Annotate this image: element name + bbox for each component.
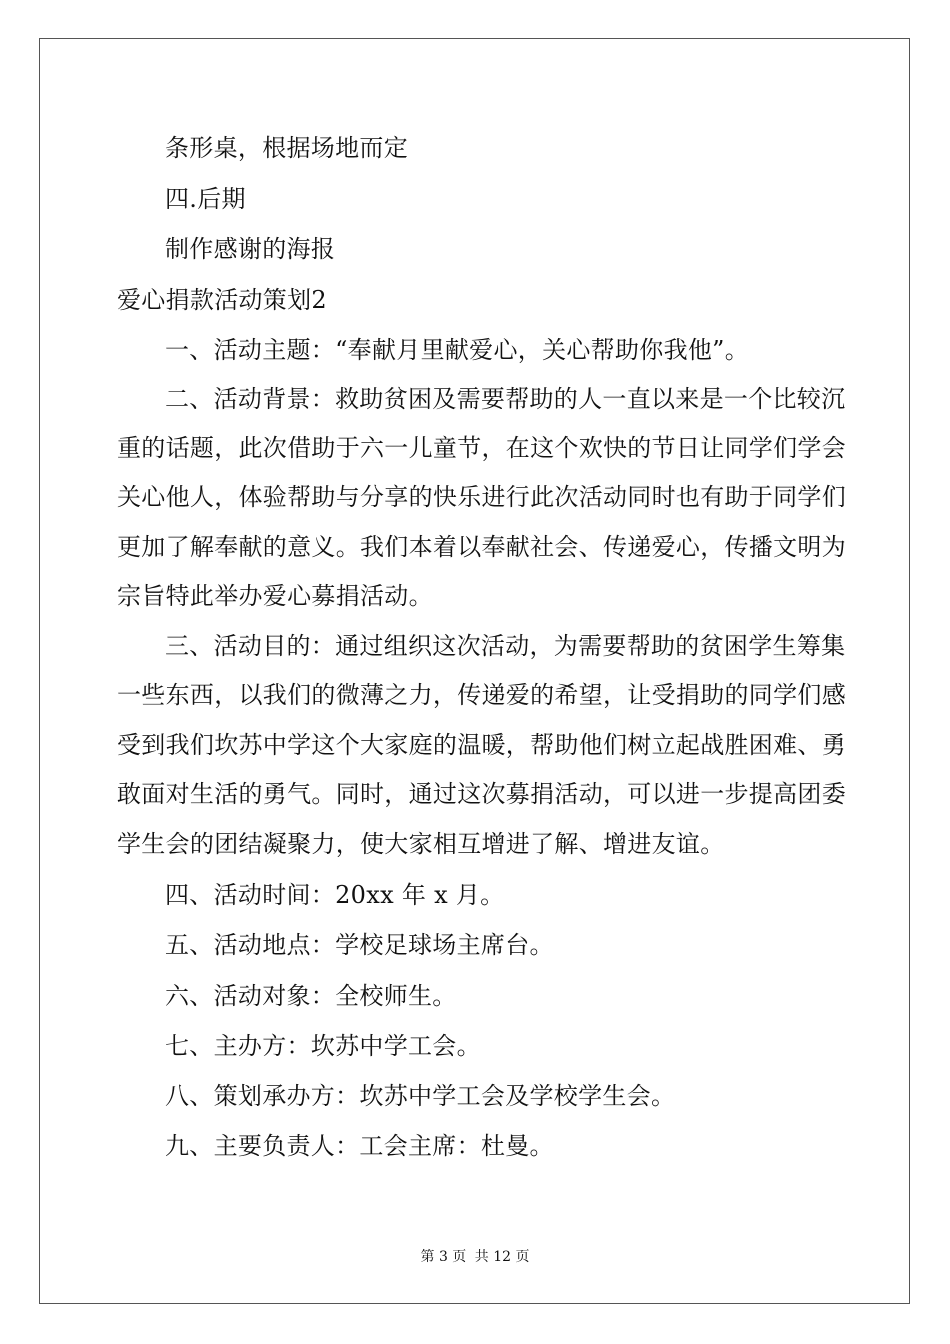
page-number: 第 3 页 bbox=[420, 1249, 467, 1265]
paragraph-line: 学生会的团结凝聚力，使大家相互增进了解、增进友谊。 bbox=[117, 830, 725, 858]
paragraph-line: 制作感谢的海报 bbox=[165, 235, 336, 263]
paragraph-line: 一、活动主题：“奉献月里献爱心，关心帮助你我他”。 bbox=[165, 336, 750, 364]
paragraph-line: 九、主要负责人：工会主席：杜曼。 bbox=[165, 1132, 554, 1160]
page-footer bbox=[0, 1248, 950, 1266]
paragraph-line: 二、活动背景：救助贫困及需要帮助的人一直以来是一个比较沉 bbox=[165, 385, 846, 413]
paragraph-line: 三、活动目的：通过组织这次活动，为需要帮助的贫困学生筹集 bbox=[165, 632, 846, 660]
paragraph-line: 受到我们坎苏中学这个大家庭的温暖，帮助他们树立起战胜困难、勇 bbox=[117, 731, 846, 759]
paragraph-line: 更加了解奉献的意义。我们本着以奉献社会、传递爱心，传播文明为 bbox=[117, 533, 846, 561]
paragraph-line: 宗旨特此举办爱心募捐活动。 bbox=[117, 582, 433, 610]
paragraph-line: 八、策划承办方：坎苏中学工会及学校学生会。 bbox=[165, 1082, 676, 1110]
paragraph-line: 四、活动时间：20xx 年 x 月。 bbox=[165, 881, 505, 909]
paragraph-line: 关心他人，体验帮助与分享的快乐进行此次活动同时也有助于同学们 bbox=[117, 483, 846, 511]
paragraph-line: 敢面对生活的勇气。同时，通过这次募捐活动，可以进一步提高团委 bbox=[117, 780, 846, 808]
section-heading: 四.后期 bbox=[165, 185, 246, 213]
paragraph-line: 五、活动地点：学校足球场主席台。 bbox=[165, 931, 554, 959]
paragraph-line: 一些东西，以我们的微薄之力，传递爱的希望，让受捐助的同学们感 bbox=[117, 681, 846, 709]
paragraph-line: 六、活动对象：全校师生。 bbox=[165, 982, 457, 1010]
paragraph-line: 条形桌，根据场地而定 bbox=[165, 134, 408, 162]
document-title: 爱心捐款活动策划2 bbox=[117, 286, 327, 314]
paragraph-line: 重的话题，此次借助于六一儿童节，在这个欢快的节日让同学们学会 bbox=[117, 434, 846, 462]
paragraph-line: 七、主办方：坎苏中学工会。 bbox=[165, 1032, 481, 1060]
page-border bbox=[39, 38, 910, 1304]
page-total: 共 12 页 bbox=[474, 1249, 530, 1265]
